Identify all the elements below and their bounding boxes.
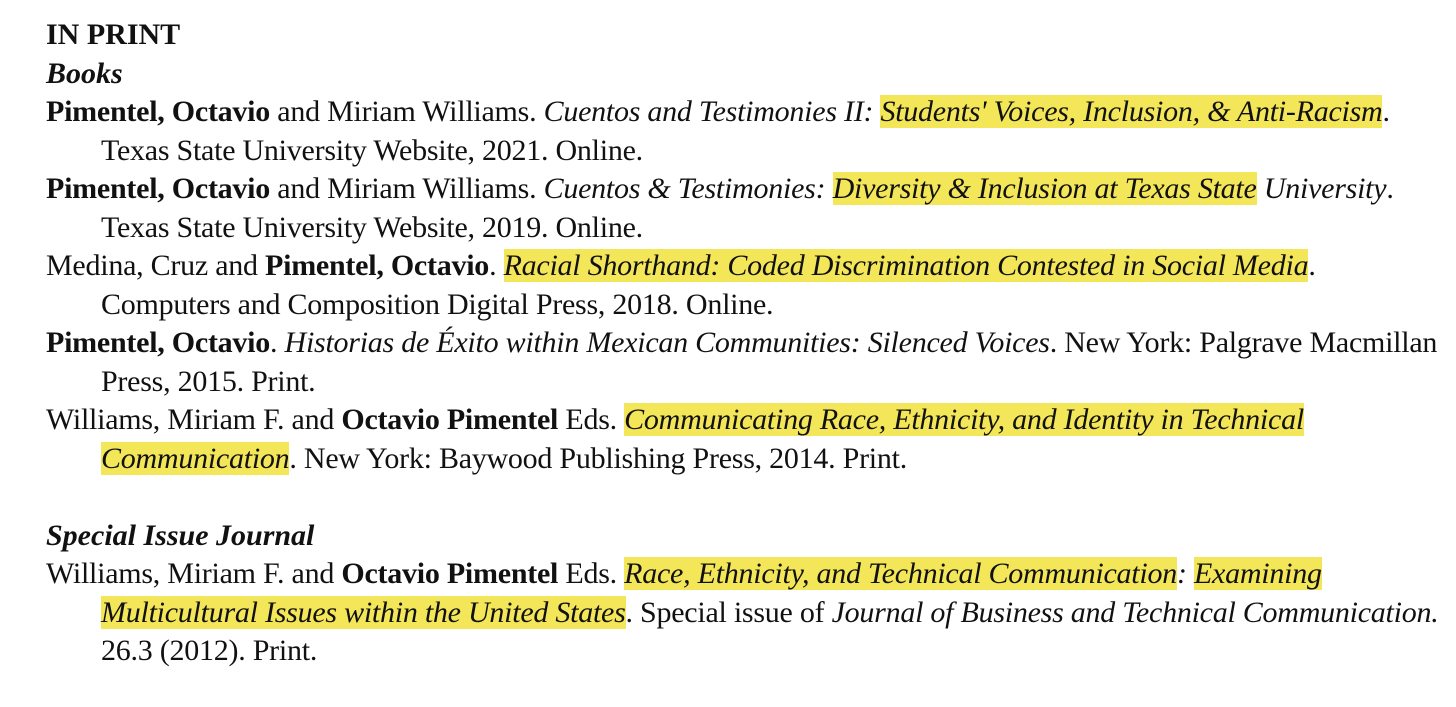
entry-author-bold: Pimentel, Octavio bbox=[46, 326, 271, 359]
entry-publication: . Texas State University Website, 2019. Online. bbox=[101, 172, 1394, 244]
entry-issue-info: 26.3 (2012). Print. bbox=[101, 634, 318, 667]
entry-authors-after: . bbox=[489, 249, 504, 282]
entry-authors-rest: and Miriam Williams. bbox=[270, 172, 544, 205]
entry-authors-rest: and Miriam Williams. bbox=[270, 95, 544, 128]
journal-entry bbox=[46, 555, 1446, 671]
entry-author-bold: Octavio Pimentel bbox=[341, 403, 559, 436]
entry-title: Cuentos & Testimonies: bbox=[543, 172, 833, 205]
entry-authors-before: Williams, Miriam F. and bbox=[46, 557, 342, 590]
entry-subtitle-highlight: Examining Multicultural Issues within the United States bbox=[101, 557, 1322, 629]
entry-authors-after: . bbox=[270, 326, 285, 359]
book-entry-1 bbox=[46, 93, 1446, 170]
books-heading: Books bbox=[46, 56, 123, 90]
book-entry-4 bbox=[46, 324, 1446, 401]
book-entry-5 bbox=[46, 401, 1446, 478]
entry-publication: . Texas State University Website, 2021. Online. bbox=[101, 95, 1390, 167]
entry-authors-before: Medina, Cruz and bbox=[46, 249, 266, 282]
entry-title: Cuentos and Testimonies II: bbox=[543, 95, 881, 128]
entry-authors-after: Eds. bbox=[558, 403, 625, 436]
entry-title: Historias de Éxito within Mexican Communities: Silenced Voices bbox=[284, 326, 1050, 359]
book-entry-2 bbox=[46, 170, 1446, 247]
entry-publication: . New York: Baywood Publishing Press, 2014. Print. bbox=[289, 441, 907, 475]
entry-authors-after: Eds. bbox=[558, 557, 625, 590]
entry-title-rest: University bbox=[1256, 172, 1387, 205]
entry-title-highlight: Diversity & Inclusion at Texas State bbox=[832, 172, 1257, 205]
entry-authors-before: Williams, Miriam F. and bbox=[46, 403, 342, 436]
journal-name: Journal of Business and Technical Communication. bbox=[831, 595, 1439, 629]
entry-title-highlight: Students' Voices, Inclusion, & Anti-Racism bbox=[880, 95, 1383, 128]
book-entry-3 bbox=[46, 247, 1446, 324]
entry-title-highlight: Communicating Race, Ethnicity, and Identity in Technical Communication bbox=[101, 403, 1304, 475]
document-page bbox=[46, 16, 1446, 671]
entry-publication: . Computers and Composition Digital Press, 2018. Online. bbox=[101, 249, 1316, 321]
entry-publication: . New York: Palgrave Macmillan Press, 2015. Print. bbox=[101, 326, 1438, 398]
entry-author-bold: Pimentel, Octavio bbox=[46, 95, 271, 128]
entry-publication: . Special issue of bbox=[625, 595, 832, 629]
section-spacer bbox=[46, 478, 1446, 517]
section-title: IN PRINT bbox=[46, 18, 181, 51]
journal-heading: Special Issue Journal bbox=[46, 518, 315, 552]
entry-title-highlight: Race, Ethnicity, and Technical Communication bbox=[624, 557, 1177, 590]
entry-title-highlight: Racial Shorthand: Coded Discrimination Contested in Social Media bbox=[503, 249, 1309, 282]
entry-author-bold: Octavio Pimentel bbox=[341, 557, 559, 590]
entry-author-bold: Pimentel, Octavio bbox=[265, 249, 490, 282]
entry-title-colon: : bbox=[1176, 557, 1194, 590]
entry-author-bold: Pimentel, Octavio bbox=[46, 172, 271, 205]
